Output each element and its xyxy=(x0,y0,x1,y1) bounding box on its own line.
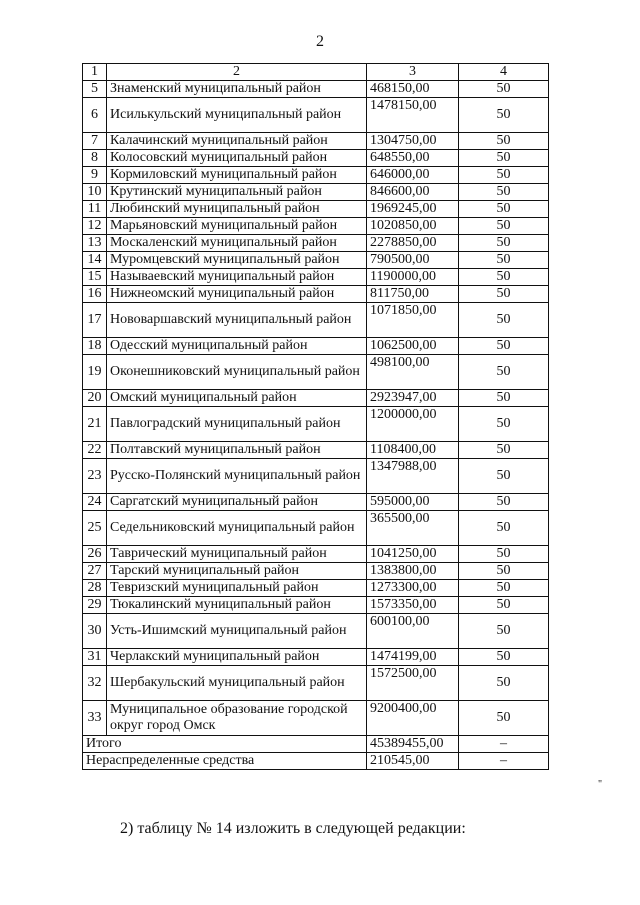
table-row xyxy=(83,286,549,303)
municipality-name: Черлакский муниципальный район xyxy=(107,649,367,666)
row-number: 8 xyxy=(83,150,107,167)
municipality-name: Марьяновский муниципальный район xyxy=(107,218,367,235)
share-percent: 50 xyxy=(459,614,549,649)
table-row xyxy=(83,649,549,666)
table-row xyxy=(83,98,549,133)
municipality-name: Саргатский муниципальный район xyxy=(107,494,367,511)
municipality-name: Русско-Полянский муниципальный район xyxy=(107,459,367,494)
municipality-name: Исилькульский муниципальный район xyxy=(107,98,367,133)
amount: 1041250,00 xyxy=(367,546,459,563)
municipality-name: Таврический муниципальный район xyxy=(107,546,367,563)
table-row xyxy=(83,133,549,150)
municipality-name: Нововаршавский муниципальный район xyxy=(107,303,367,338)
total-row-share: – xyxy=(459,736,549,753)
municipality-name: Усть-Ишимский муниципальный район xyxy=(107,614,367,649)
amount: 9200400,00 xyxy=(367,701,459,736)
table-row xyxy=(83,563,549,580)
share-percent: 50 xyxy=(459,701,549,736)
amount: 498100,00 xyxy=(367,355,459,390)
amount: 1969245,00 xyxy=(367,201,459,218)
municipality-name: Одесский муниципальный район xyxy=(107,338,367,355)
amount: 1108400,00 xyxy=(367,442,459,459)
share-percent: 50 xyxy=(459,649,549,666)
share-percent: 50 xyxy=(459,597,549,614)
share-percent: 50 xyxy=(459,407,549,442)
amount: 2923947,00 xyxy=(367,390,459,407)
municipality-name: Колосовский муниципальный район xyxy=(107,150,367,167)
share-percent: 50 xyxy=(459,494,549,511)
share-percent: 50 xyxy=(459,580,549,597)
amount: 468150,00 xyxy=(367,81,459,98)
share-percent: 50 xyxy=(459,81,549,98)
row-number: 32 xyxy=(83,666,107,701)
share-percent: 50 xyxy=(459,167,549,184)
table-row xyxy=(83,150,549,167)
amount: 646000,00 xyxy=(367,167,459,184)
municipality-name: Любинский муниципальный район xyxy=(107,201,367,218)
municipality-name: Павлоградский муниципальный район xyxy=(107,407,367,442)
table-row xyxy=(83,269,549,286)
row-number: 10 xyxy=(83,184,107,201)
share-percent: 50 xyxy=(459,390,549,407)
header-col-2: 2 xyxy=(107,64,367,81)
distribution-table xyxy=(82,63,549,770)
municipality-name: Омский муниципальный район xyxy=(107,390,367,407)
table-row xyxy=(83,494,549,511)
row-number: 15 xyxy=(83,269,107,286)
total-row-label: Итого xyxy=(83,736,367,753)
row-number: 31 xyxy=(83,649,107,666)
share-percent: 50 xyxy=(459,338,549,355)
total-row-amount: 45389455,00 xyxy=(367,736,459,753)
row-number: 13 xyxy=(83,235,107,252)
municipality-name: Нижнеомский муниципальный район xyxy=(107,286,367,303)
row-number: 22 xyxy=(83,442,107,459)
amount: 1190000,00 xyxy=(367,269,459,286)
municipality-name: Муниципальное образование городской округ город Омск xyxy=(107,701,367,736)
amount: 1062500,00 xyxy=(367,338,459,355)
amount: 811750,00 xyxy=(367,286,459,303)
header-col-4: 4 xyxy=(459,64,549,81)
row-number: 7 xyxy=(83,133,107,150)
municipality-name: Крутинский муниципальный район xyxy=(107,184,367,201)
share-percent: 50 xyxy=(459,563,549,580)
share-percent: 50 xyxy=(459,355,549,390)
row-number: 24 xyxy=(83,494,107,511)
municipality-name: Шербакульский муниципальный район xyxy=(107,666,367,701)
amount: 1347988,00 xyxy=(367,459,459,494)
amount: 1273300,00 xyxy=(367,580,459,597)
municipality-name: Калачинский муниципальный район xyxy=(107,133,367,150)
row-number: 9 xyxy=(83,167,107,184)
share-percent: 50 xyxy=(459,511,549,546)
table-row xyxy=(83,338,549,355)
amount: 1200000,00 xyxy=(367,407,459,442)
row-number: 33 xyxy=(83,701,107,736)
total-row xyxy=(83,736,549,753)
table-row xyxy=(83,546,549,563)
amount: 648550,00 xyxy=(367,150,459,167)
row-number: 14 xyxy=(83,252,107,269)
table-row xyxy=(83,597,549,614)
row-number: 11 xyxy=(83,201,107,218)
instruction-text: 2) таблицу № 14 изложить в следующей редакции: xyxy=(120,820,466,837)
table-row xyxy=(83,390,549,407)
table-row xyxy=(83,580,549,597)
share-percent: 50 xyxy=(459,218,549,235)
amount: 1304750,00 xyxy=(367,133,459,150)
municipality-name: Знаменский муниципальный район xyxy=(107,81,367,98)
closing-quote: " xyxy=(598,779,603,790)
amount: 1474199,00 xyxy=(367,649,459,666)
table-header-row xyxy=(83,64,549,81)
amount: 1478150,00 xyxy=(367,98,459,133)
table-row xyxy=(83,614,549,649)
row-number: 19 xyxy=(83,355,107,390)
municipality-name: Тарский муниципальный район xyxy=(107,563,367,580)
share-percent: 50 xyxy=(459,150,549,167)
municipality-name: Тевризский муниципальный район xyxy=(107,580,367,597)
row-number: 30 xyxy=(83,614,107,649)
undistributed-row-amount: 210545,00 xyxy=(367,753,459,770)
amount: 1071850,00 xyxy=(367,303,459,338)
share-percent: 50 xyxy=(459,459,549,494)
row-number: 18 xyxy=(83,338,107,355)
table-row xyxy=(83,701,549,736)
row-number: 25 xyxy=(83,511,107,546)
undistributed-row xyxy=(83,753,549,770)
amount: 595000,00 xyxy=(367,494,459,511)
row-number: 17 xyxy=(83,303,107,338)
table-row xyxy=(83,303,549,338)
share-percent: 50 xyxy=(459,303,549,338)
amount: 1383800,00 xyxy=(367,563,459,580)
table-row xyxy=(83,218,549,235)
share-percent: 50 xyxy=(459,286,549,303)
row-number: 28 xyxy=(83,580,107,597)
table-row xyxy=(83,201,549,218)
header-col-3: 3 xyxy=(367,64,459,81)
municipality-name: Седельниковский муниципальный район xyxy=(107,511,367,546)
municipality-name: Муромцевский муниципальный район xyxy=(107,252,367,269)
municipality-name: Полтавский муниципальный район xyxy=(107,442,367,459)
share-percent: 50 xyxy=(459,98,549,133)
row-number: 16 xyxy=(83,286,107,303)
header-col-1: 1 xyxy=(83,64,107,81)
municipality-name: Называевский муниципальный район xyxy=(107,269,367,286)
table-row xyxy=(83,459,549,494)
row-number: 23 xyxy=(83,459,107,494)
row-number: 6 xyxy=(83,98,107,133)
amount: 2278850,00 xyxy=(367,235,459,252)
table-row xyxy=(83,235,549,252)
municipality-name: Москаленский муниципальный район xyxy=(107,235,367,252)
amount: 1020850,00 xyxy=(367,218,459,235)
amount: 846600,00 xyxy=(367,184,459,201)
row-number: 12 xyxy=(83,218,107,235)
table-row xyxy=(83,407,549,442)
table-row xyxy=(83,252,549,269)
table-row xyxy=(83,666,549,701)
row-number: 26 xyxy=(83,546,107,563)
table-row xyxy=(83,442,549,459)
municipality-name: Оконешниковский муниципальный район xyxy=(107,355,367,390)
amount: 365500,00 xyxy=(367,511,459,546)
row-number: 20 xyxy=(83,390,107,407)
row-number: 27 xyxy=(83,563,107,580)
table-row xyxy=(83,511,549,546)
share-percent: 50 xyxy=(459,201,549,218)
row-number: 21 xyxy=(83,407,107,442)
share-percent: 50 xyxy=(459,235,549,252)
share-percent: 50 xyxy=(459,546,549,563)
amount: 790500,00 xyxy=(367,252,459,269)
undistributed-row-share: – xyxy=(459,753,549,770)
share-percent: 50 xyxy=(459,269,549,286)
amount: 600100,00 xyxy=(367,614,459,649)
page-number: 2 xyxy=(316,33,324,50)
row-number: 5 xyxy=(83,81,107,98)
share-percent: 50 xyxy=(459,133,549,150)
row-number: 29 xyxy=(83,597,107,614)
table-row xyxy=(83,81,549,98)
table-row xyxy=(83,167,549,184)
share-percent: 50 xyxy=(459,666,549,701)
share-percent: 50 xyxy=(459,442,549,459)
amount: 1573350,00 xyxy=(367,597,459,614)
share-percent: 50 xyxy=(459,184,549,201)
municipality-name: Тюкалинский муниципальный район xyxy=(107,597,367,614)
share-percent: 50 xyxy=(459,252,549,269)
undistributed-row-label: Нераспределенные средства xyxy=(83,753,367,770)
amount: 1572500,00 xyxy=(367,666,459,701)
table-row xyxy=(83,355,549,390)
table-row xyxy=(83,184,549,201)
municipality-name: Кормиловский муниципальный район xyxy=(107,167,367,184)
